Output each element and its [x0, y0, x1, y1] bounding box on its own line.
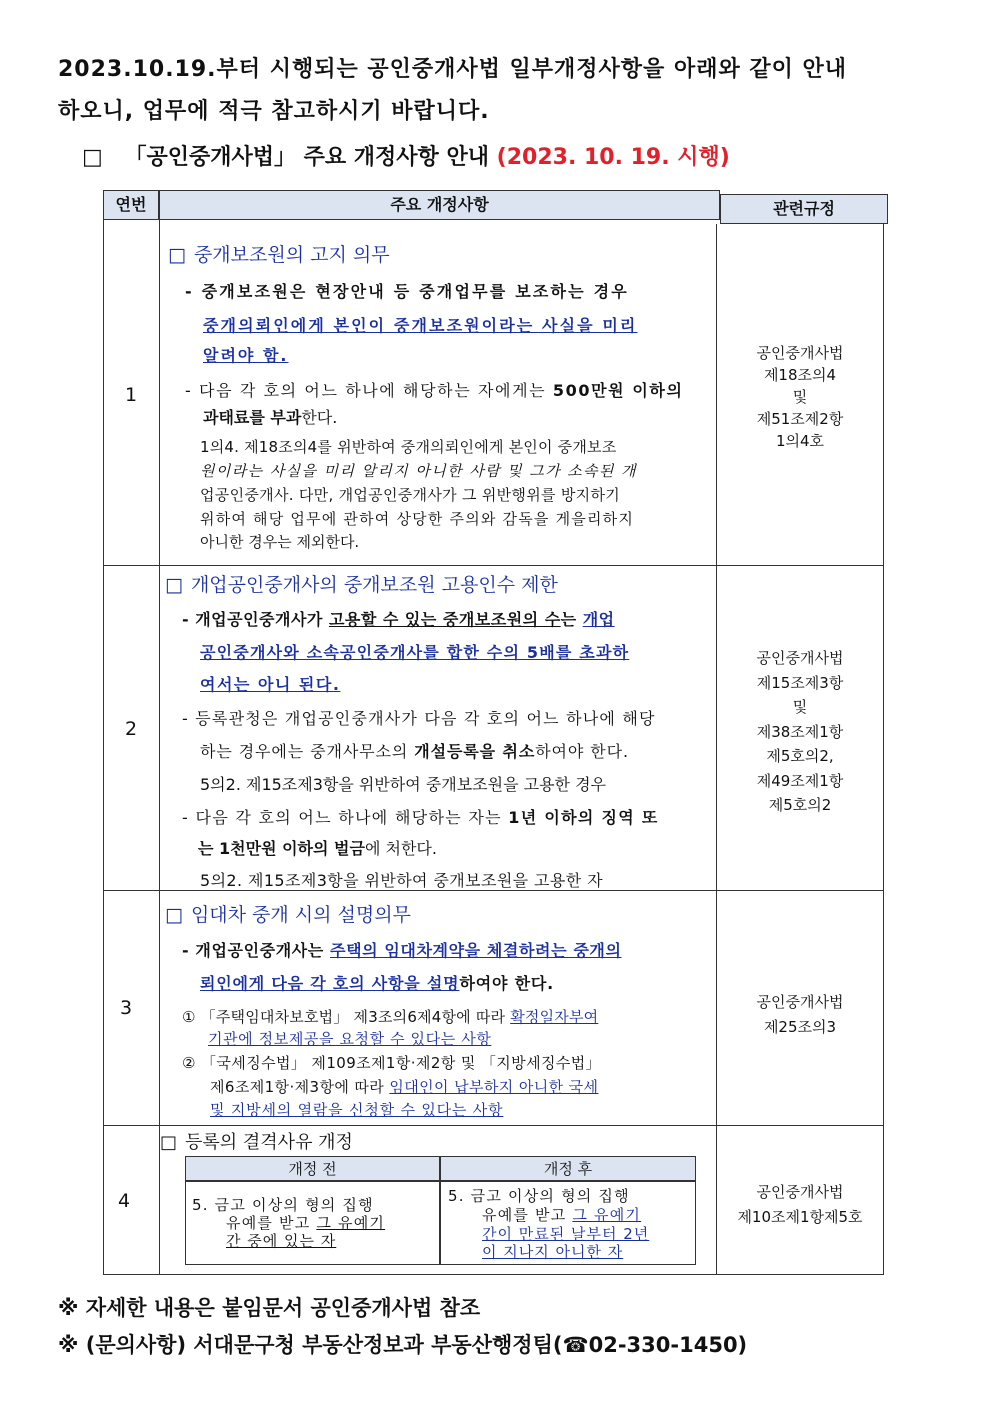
square-bullet-icon: □	[168, 244, 186, 266]
row2-text: - 개업공인중개사가 고용할 수 있는 중개보조원의 수는 개업	[182, 610, 615, 629]
row1-text: 위하여 해당 업무에 관하여 상당한 주의와 감독을 게을리하지	[200, 510, 635, 528]
row3-text: ① 「주택임대차보호법」 제3조의6제4항에 따라 확정일자부여	[182, 1008, 599, 1026]
before-text: 5. 금고 이상의 형의 집행	[192, 1196, 374, 1214]
row2-text: 5의2. 제15조제3항을 위반하여 중개보조원을 고용한 자	[200, 871, 603, 890]
row1-text: - 중개보조원은 현장안내 등 중개업무를 보조하는 경우	[185, 282, 629, 301]
row2-text: 여서는 아니 된다.	[200, 675, 341, 694]
row1-text: - 다음 각 호의 어느 하나에 해당하는 자에게는 500만원 이하의	[185, 381, 684, 400]
header-no: 연번	[103, 190, 159, 220]
after-text: 유예를 받고 그 유예기	[482, 1206, 642, 1224]
intro-line-1: 2023.10.19.부터 시행되는 공인중개사법 일부개정사항을 아래와 같이 안내	[58, 57, 848, 82]
row3-text: 제6조제1항·제3항에 따라 임대인이 납부하지 아니한 국세	[210, 1078, 599, 1096]
row2-number: 2	[124, 718, 138, 740]
header-content: 주요 개정사항	[159, 190, 720, 220]
row1-text: 원이라는 사실을 미리 알리지 아니한 사람 및 그가 소속된 개	[200, 462, 637, 480]
section-heading	[82, 140, 730, 171]
row3-number: 3	[119, 997, 133, 1019]
intro-line-2: 하오니, 업무에 적극 참고하시기 바랍니다.	[58, 99, 490, 124]
row1-rule: 공인중개사법 제18조의4 및 제51조제2항 1의4호	[756, 344, 844, 450]
row3-text: 기관에 정보제공을 요청할 수 있다는 사항	[208, 1030, 492, 1048]
row1-text: 1의4. 제18조의4를 위반하여 중개의뢰인에게 본인이 중개보조	[200, 438, 617, 456]
row1-text: 중개의뢰인에게 본인이 중개보조원이라는 사실을 미리	[203, 316, 638, 335]
row3-text: ② 「국세징수법」 제109조제1항·제2항 및 「지방세징수법」	[182, 1054, 602, 1072]
before-header: 개정 전	[185, 1156, 440, 1181]
after-header: 개정 후	[440, 1156, 696, 1181]
contact-info: ※ (문의사항) 서대문구청 부동산정보과 부동산행정팀(☎02-330-1450)	[58, 1333, 748, 1357]
row2-text: - 다음 각 호의 어느 하나에 해당하는 자는 1년 이하의 징역 또	[182, 808, 659, 827]
header-rule: 관련규정	[720, 194, 888, 224]
row1-text: 아니한 경우는 제외한다.	[200, 533, 360, 551]
row1-text: 업공인중개사. 다만, 개업공인중개사가 그 위반행위를 방지하기	[200, 486, 621, 504]
after-text: 5. 금고 이상의 형의 집행	[448, 1187, 630, 1205]
row4-rule: 공인중개사법 제10조제1항제5호	[737, 1183, 863, 1226]
after-text: 간이 만료된 날부터 2년	[482, 1225, 650, 1243]
row1-text: 과태료를 부과한다.	[203, 408, 338, 427]
row3-title: □ 임대차 중개 시의 설명의무	[165, 904, 411, 926]
row2-text: 5의2. 제15조제3항을 위반하여 중개보조원을 고용한 경우	[200, 775, 606, 794]
row3-text: 뢰인에게 다음 각 호의 사항을 설명하여야 한다.	[200, 974, 554, 993]
before-text: 간 중에 있는 자	[226, 1232, 337, 1250]
heading-text: 「공인중개사법」 주요 개정사항 안내	[124, 145, 489, 170]
row3-text: 및 지방세의 열람을 신청할 수 있다는 사항	[210, 1101, 504, 1119]
row1-title: □ 중개보조원의 고지 의무	[168, 244, 390, 266]
row2-text: 하는 경우에는 중개사무소의 개설등록을 취소하여야 한다.	[200, 742, 629, 761]
square-bullet-icon: □	[165, 904, 183, 926]
row2-text: - 등록관청은 개업공인중개사가 다음 각 호의 어느 하나에 해당	[182, 709, 656, 728]
row3-text: - 개업공인중개사는 주택의 임대차계약을 체결하려는 중개의	[182, 941, 622, 960]
footer-note: ※ 자세한 내용은 붙임문서 공인중개사법 참조	[58, 1296, 481, 1320]
square-bullet-icon: □	[160, 1132, 178, 1153]
row2-title: □ 개업공인중개사의 중개보조원 고용인수 제한	[165, 574, 558, 596]
row4-number: 4	[117, 1190, 131, 1212]
row3-rule: 공인중개사법 제25조의3	[756, 993, 844, 1036]
row1-number: 1	[124, 384, 138, 406]
checkbox-icon: □	[82, 145, 103, 170]
square-bullet-icon: □	[165, 574, 183, 596]
row2-text: 는 1천만원 이하의 벌금에 처한다.	[198, 839, 437, 858]
effective-date: (2023. 10. 19. 시행)	[496, 145, 730, 170]
row2-text: 공인중개사와 소속공인중개사를 합한 수의 5배를 초과하	[200, 643, 630, 662]
after-text: 이 지나지 아니한 자	[482, 1243, 624, 1261]
row2-rule: 공인중개사법 제15조제3항 및 제38조제1항 제5호의2, 제49조제1항 제5호의2	[756, 649, 844, 814]
row4-title: □ 등록의 결격사유 개정	[160, 1132, 353, 1153]
row1-text: 알려야 함.	[203, 346, 289, 365]
before-text: 유예를 받고 그 유예기	[226, 1214, 386, 1232]
